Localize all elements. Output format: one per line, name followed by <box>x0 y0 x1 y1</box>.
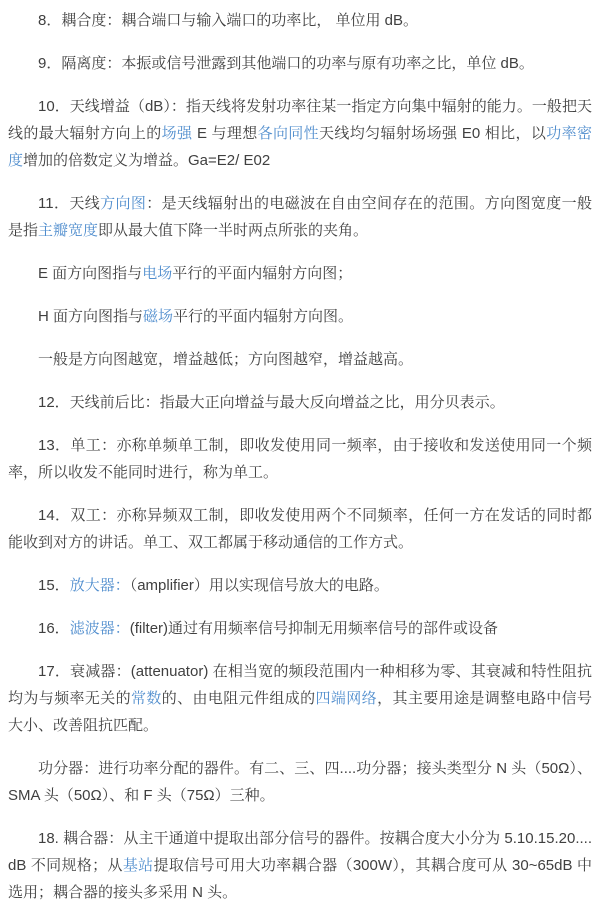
term-link[interactable]: 放大器： <box>69 577 130 594</box>
text-run: 12．天线前后比：指最大正向增益与最大反向增益之比，用分贝表示。 <box>38 394 505 411</box>
paragraph-h-plane-pattern <box>8 303 592 330</box>
paragraph-item-9-isolation <box>8 50 592 77</box>
paragraph-e-plane-pattern <box>8 260 592 287</box>
text-run: 功分器：进行功率分配的器件。有二、三、四....功分器；接头类型分 N 头（50Ω）、SMA 头（50Ω）、和 F 头（75Ω）三种。 <box>8 760 592 804</box>
paragraph-item-14-duplex <box>8 502 592 556</box>
term-link[interactable]: 磁场 <box>143 308 174 325</box>
text-run: 16． <box>38 620 70 637</box>
paragraph-item-10-antenna-gain <box>8 93 592 174</box>
text-run: 15． <box>38 577 70 594</box>
text-run: (filter)通过有用频率信号抑制无用频率信号的部件或设备 <box>129 620 499 637</box>
paragraph-pattern-gain-note <box>8 346 592 373</box>
paragraph-item-13-simplex <box>8 432 592 486</box>
term-link[interactable]: 方向图 <box>100 195 147 212</box>
term-link[interactable]: 常数 <box>131 690 162 707</box>
text-run: H 面方向图指与 <box>38 308 144 325</box>
text-run: 平行的平面内辐射方向图。 <box>173 308 354 325</box>
text-run: E 与理想 <box>192 125 258 142</box>
text-run: 9．隔离度：本振或信号泄露到其他端口的功率与原有功率之比，单位 dB。 <box>38 55 534 72</box>
text-run: 的、由电阻元件组成的 <box>161 690 316 707</box>
text-run: ，其主要用途是调整电路中信号大小、改善阻抗匹配。 <box>8 690 592 734</box>
text-run: 即从最大值下降一半时两点所张的夹角。 <box>98 222 369 239</box>
text-run: 增加的倍数定义为增益。Ga=E2/ E02 <box>23 152 271 169</box>
text-run: ：是天线辐射出的电磁波在自由空间存在的范围。方向图宽度一般是指 <box>8 195 592 239</box>
text-run: 平行的平面内辐射方向图； <box>172 265 353 282</box>
text-run: E 面方向图指与 <box>38 265 143 282</box>
text-run: 13．单工：亦称单频单工制，即收发使用同一频率，由于接收和发送使用同一个频率，所以收发不能同时进行，称为单工。 <box>8 437 592 481</box>
term-link[interactable]: 场强 <box>161 125 193 142</box>
paragraph-item-11-antenna-pattern <box>8 190 592 244</box>
text-run: 11．天线 <box>38 195 101 212</box>
text-run: （amplifier）用以实现信号放大的电路。 <box>129 577 389 594</box>
paragraph-item-12-front-to-back-ratio <box>8 389 592 416</box>
paragraph-item-16-filter <box>8 615 592 642</box>
text-run: 一般是方向图越宽，增益越低；方向图越窄，增益越高。 <box>38 351 414 368</box>
text-run: 14．双工：亦称异频双工制，即收发使用两个不同频率，任何一方在发话的同时都能收到对方的讲话。单工、双工都属于移动通信的工作方式。 <box>8 507 592 551</box>
paragraph-item-17-attenuator <box>8 658 592 739</box>
text-run: 提取信号可用大功率耦合器（300W），其耦合度可从 30~65dB 中选用；耦合器的接头多采用 N 头。 <box>8 857 592 901</box>
text-run: 8．耦合度：耦合端口与输入端口的功率比， 单位用 dB。 <box>38 12 419 29</box>
term-link[interactable]: 各向同性 <box>257 125 320 142</box>
paragraph-item-8-coupling-degree <box>8 7 592 34</box>
term-link[interactable]: 滤波器： <box>69 620 130 637</box>
paragraph-item-15-amplifier <box>8 572 592 599</box>
paragraph-power-divider <box>8 755 592 809</box>
text-run: 天线均匀辐射场场强 E0 相比，以 <box>319 125 547 142</box>
term-link[interactable]: 四端网络 <box>315 690 378 707</box>
term-link[interactable]: 基站 <box>122 857 154 874</box>
term-link[interactable]: 功率密度 <box>8 125 592 169</box>
text-run: 17．衰减器：(attenuator) 在相当宽的频段范围内一种相移为零、其衰减和特性阻抗均为与频率无关的 <box>8 663 592 707</box>
term-link[interactable]: 主瓣宽度 <box>38 222 99 239</box>
text-run: 18. 耦合器：从主干通道中提取出部分信号的器件。按耦合度大小分为 5.10.15.20.... dB 不同规格；从 <box>8 830 592 874</box>
text-run: 10．天线增益（dB）：指天线将发射功率往某一指定方向集中辐射的能力。一般把天线的最大辐射方向上的 <box>8 98 592 142</box>
term-link[interactable]: 电场 <box>142 265 173 282</box>
